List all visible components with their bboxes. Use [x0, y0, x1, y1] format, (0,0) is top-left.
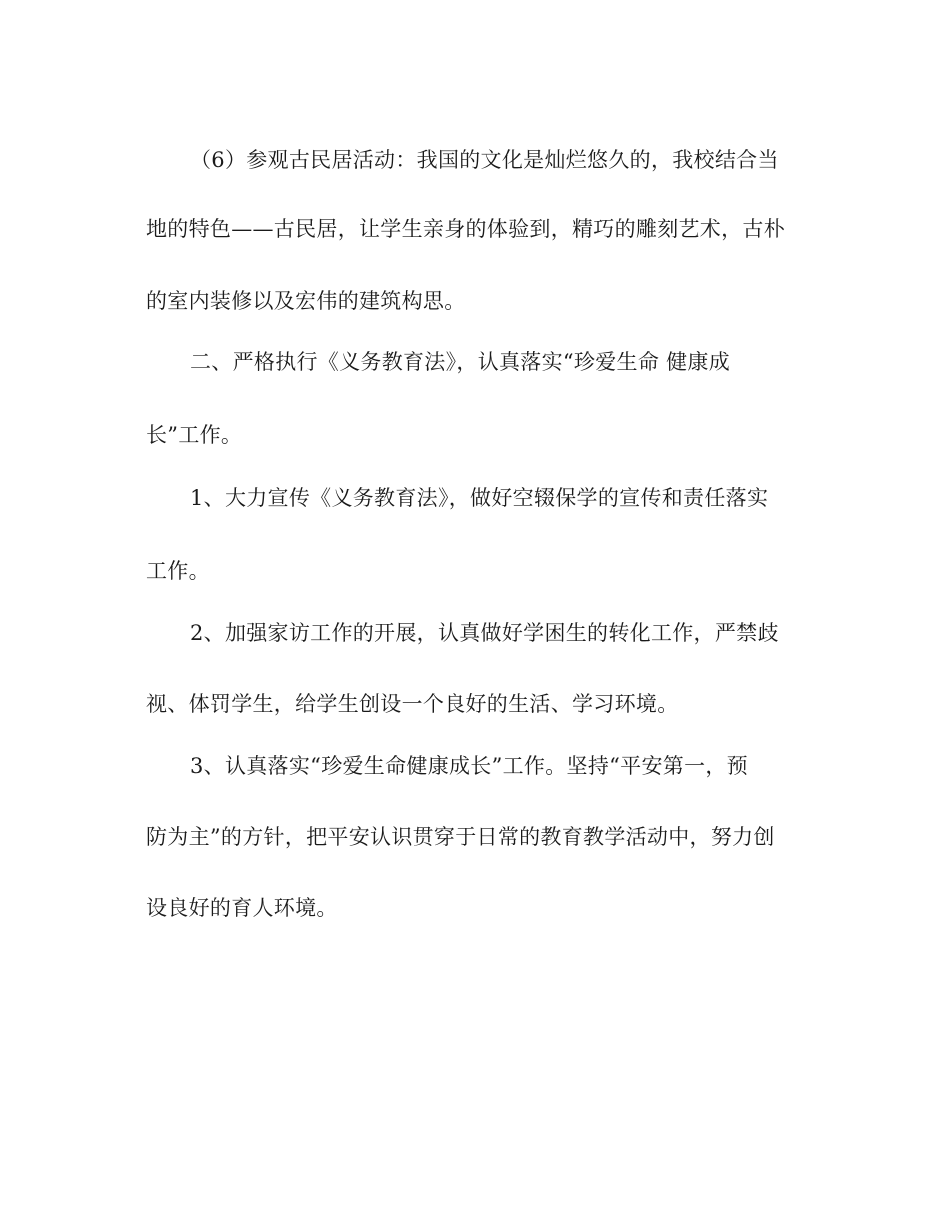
paragraph-line: 设良好的育人环境。 — [146, 896, 338, 920]
paragraph-line: 的室内装修以及宏伟的建筑构思。 — [146, 289, 466, 313]
paragraph-line: 视、体罚学生，给学生创设一个良好的生活、学习环境。 — [146, 692, 679, 716]
paragraph-line: 3、认真落实“珍爱生命健康成长”工作。坚持“平安第一，预 — [190, 754, 748, 778]
paragraph-line: 1、大力宣传《义务教育法》，做好空辍保学的宣传和责任落实 — [190, 486, 769, 510]
paragraph-line: 2、加强家访工作的开展，认真做好学困生的转化工作，严禁歧 — [190, 621, 779, 645]
paragraph-line: 防为主”的方针，把平安认识贯穿于日常的教育教学活动中，努力创 — [146, 825, 775, 849]
section-heading-line: 二、严格执行《义务教育法》，认真落实“珍爱生命 健康成 — [190, 350, 731, 374]
section-heading-line: 长”工作。 — [146, 423, 243, 447]
paragraph-line: 工作。 — [146, 559, 210, 583]
paragraph-line: 地的特色——古民居，让学生亲身的体验到，精巧的雕刻艺术，古朴 — [146, 217, 785, 241]
paragraph-line: （6）参观古民居活动：我国的文化是灿烂悠久的，我校结合当 — [190, 148, 779, 172]
